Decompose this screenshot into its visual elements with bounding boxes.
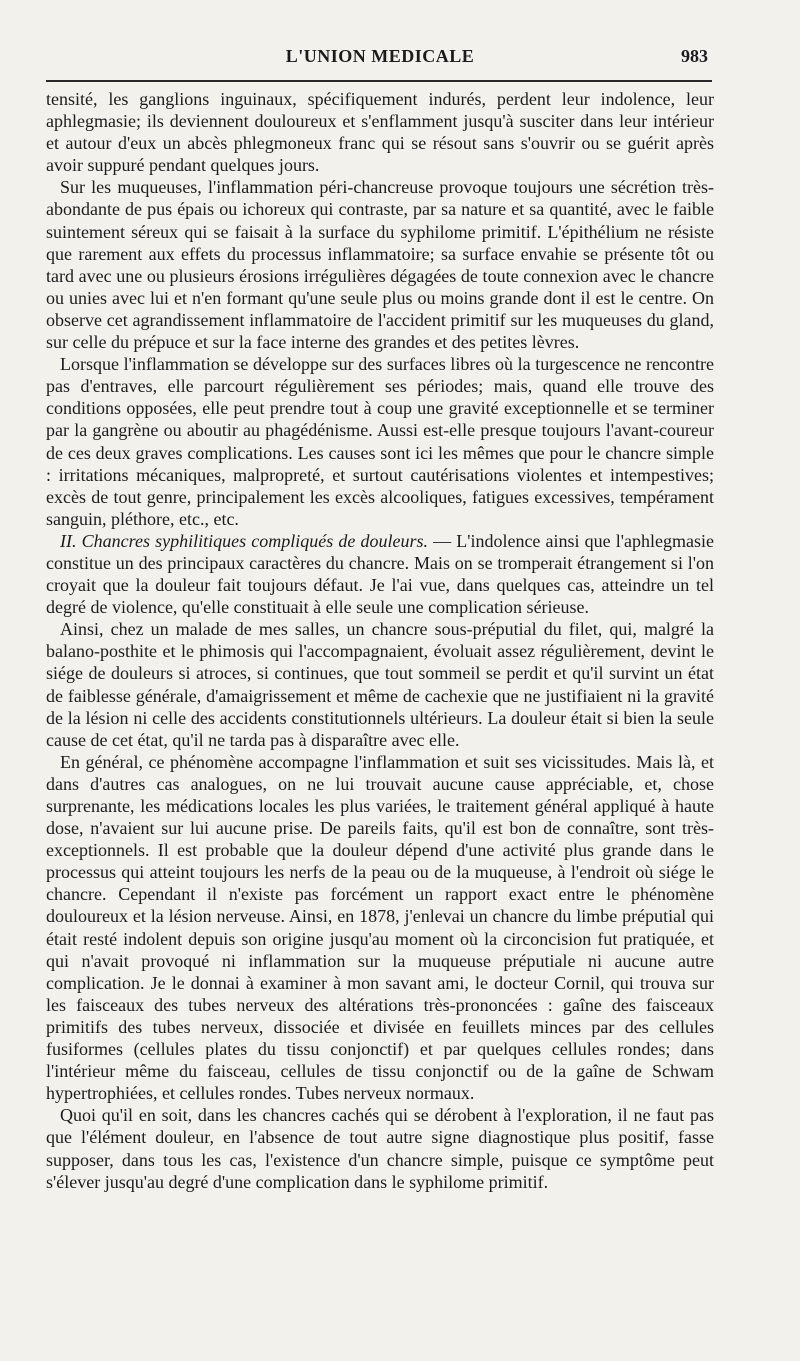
page-number: 983: [681, 46, 708, 66]
section-title: Chancres syphilitiques compliqués de douleurs.: [81, 530, 428, 551]
paragraph: En général, ce phénomène accompagne l'inflammation et suit ses vicissitudes. Mais là, et dans d'autres cas analogues, on ne lui trouvait aucune cause appréciable, et, chose surprenante, les médications locales les plus variées, le traitement général appliqué à haute dose, n'avaient sur lui aucune prise. De pareils faits, qu'il est bon de connaître, sont très-exceptionnels. Il est probable que la douleur dépend d'une activité plus grande dans le processus qui atteint toujours les nerfs de la peau ou de la muqueuse, à l'endroit où siége le chancre. Cependant il n'existe pas forcément un rapport exact entre le phénomène douloureux et la lésion nerveuse. Ainsi, en 1878, j'enlevai un chancre du limbe préputial qui était resté indolent depuis son origine jusqu'au moment où la circoncision fut pratiquée, et qui n'avait provoqué ni inflammation sur la muqueuse préputiale ni aucune autre complication. Je le donnai à examiner à mon savant ami, le docteur Cornil, qui trouva sur les faisceaux des tubes nerveux des altérations très-prononcées : gaîne des faisceaux primitifs des tubes nerveux, dissociée et divisée en feuillets minces par des cellules fusiformes (cellules plates du tissu conjonctif) et par quelques cellules rondes; dans l'intérieur même du faisceau, cellules de tissu conjonctif ou de la gaîne de Schwam hypertrophiées, et cellules rondes. Tubes nerveux normaux.: [46, 751, 714, 1104]
page-header: [46, 44, 714, 74]
body-text: [46, 88, 714, 1193]
section-text: — L'indolence ainsi que l'aphlegmasie constitue un des principaux caractères du chancre. Mais on se tromperait étrangement si l'on croyait que la douleur fait toujours défaut. Je l'ai vue, dans quelques cas, atteindre un tel degré de violence, qu'elle constituait à elle seule une complication sérieuse.: [46, 530, 715, 618]
paragraph: Sur les muqueuses, l'inflammation péri-chancreuse provoque toujours une sécrétion très-abondante de pus épais ou ichoreux qui contraste, par sa nature et sa quantité, avec le faible suintement séreux qui se faisait à la surface du syphilome primitif. L'épithélium ne résiste que rarement aux effets du processus inflammatoire; sa surface envahie se présente tôt ou tard avec une ou plusieurs érosions irrégulières dégagées de toute connexion avec le chancre ou unies avec lui et n'en formant qu'une seule plus ou moins grande dont il est le centre. On observe cet agrandissement inflammatoire de l'accident primitif sur les muqueuses du gland, sur celle du prépuce et sur la face interne des grandes et des petites lèvres.: [46, 177, 714, 353]
running-title: L'UNION MEDICALE: [285, 46, 475, 66]
header-rule: [46, 80, 712, 82]
section-number: II.: [60, 530, 77, 551]
paragraph: Quoi qu'il en soit, dans les chancres cachés qui se dérobent à l'exploration, il ne faut pas que l'élément douleur, en l'absence de tout autre signe diagnostique plus positif, fasse supposer, dans tous les cas, l'existence d'un chancre simple, puisque ce symptôme peut s'élever jusqu'au degré d'une complication dans le syphilome primitif.: [46, 1105, 714, 1192]
section-paragraph: [46, 530, 714, 618]
paragraph: Ainsi, chez un malade de mes salles, un chancre sous-préputial du filet, qui, malgré la balano-posthite et le phimosis qui l'accompagnaient, évoluait assez régulièrement, devint le siége de douleurs si atroces, si continues, que tout sommeil se perdit et qu'il survint un état de faiblesse générale, d'amaigrissement et même de cachexie que ne justifiaient ni la gravité de la lésion ni celle des accidents constitutionnels ultérieurs. La douleur était si bien la seule cause de cet état, qu'il ne tarda pas à disparaître avec elle.: [46, 619, 714, 750]
paragraph: tensité, les ganglions inguinaux, spécifiquement indurés, perdent leur indolence, leur aphlegmasie; ils deviennent douloureux et s'enflamment jusqu'à susciter dans leur intérieur et autour d'eux un abcès phlegmoneux franc qui se résout sans s'ouvrir ou se guérit après avoir suppuré pendant quelques jours.: [46, 89, 714, 176]
paragraph: Lorsque l'inflammation se développe sur des surfaces libres où la turgescence ne rencontre pas d'entraves, elle parcourt régulièrement ses périodes; mais, quand elle trouve des conditions opposées, elle peut prendre tout à coup une gravité exceptionnelle et se terminer par la gangrène ou aboutir au phagédénisme. Aussi est-elle presque toujours l'avant-coureur de ces deux graves complications. Les causes sont ici les mêmes que pour le chancre simple : irritations mécaniques, malpropreté, et surtout cautérisations violentes et intempestives; excès de tout genre, principalement les excès alcooliques, fatigues excessives, tempérament sanguin, pléthore, etc., etc.: [46, 354, 714, 529]
